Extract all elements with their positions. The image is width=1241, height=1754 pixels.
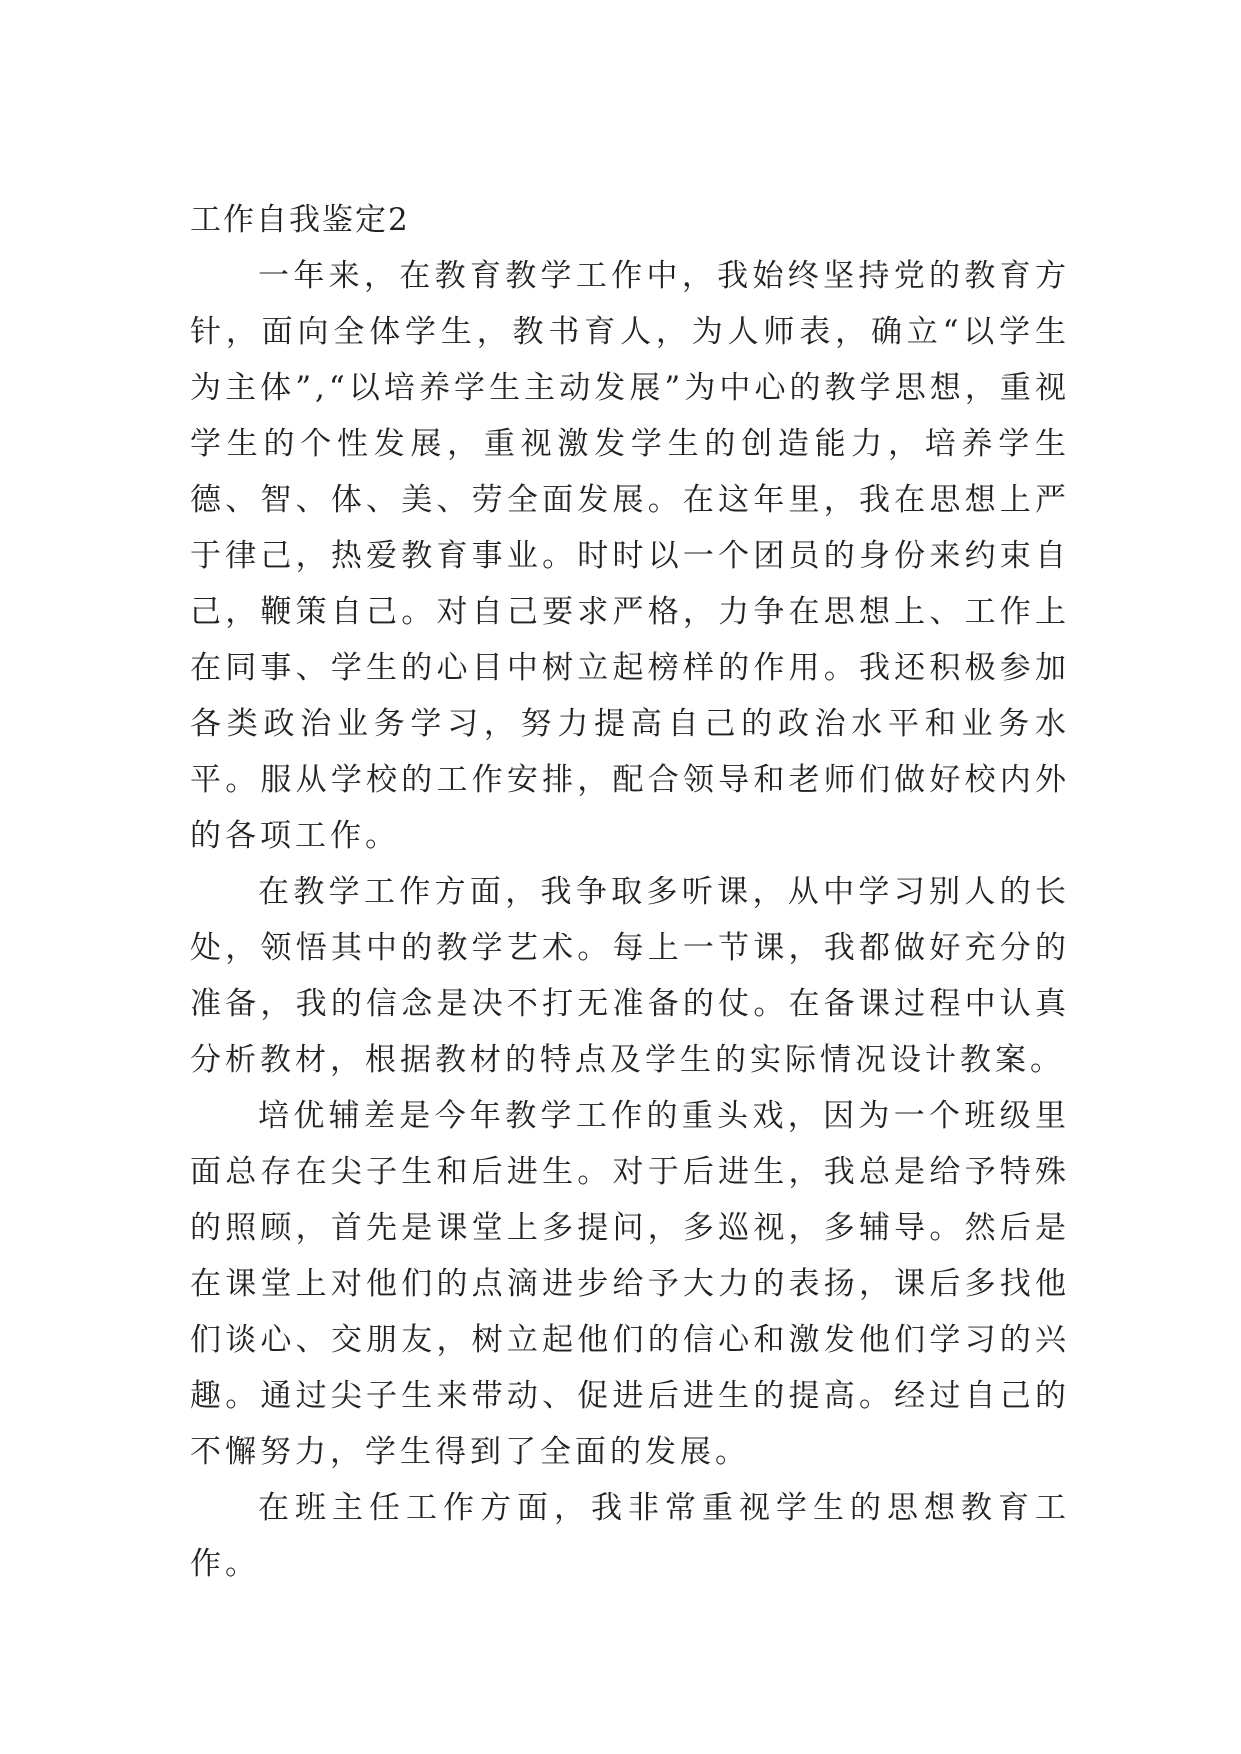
document-title: 工作自我鉴定2 [190, 202, 410, 238]
paragraph-teaching-work: 在教学工作方面，我争取多听课，从中学习别人的长处，领悟其中的教学艺术。每上一节课，我都做好充分的准备，我的信念是决不打无准备的仗。在备课过程中认真分析教材，根据教材的特点及学生的实际情况设计教案。 [190, 874, 1070, 1078]
paragraph-tutoring-students: 培优辅差是今年教学工作的重头戏，因为一个班级里面总存在尖子生和后进生。对于后进生，我总是给予特殊的照顾，首先是课堂上多提问，多巡视，多辅导。然后是在课堂上对他们的点滴进步给予大力的表扬，课后多找他们谈心、交朋友，树立起他们的信心和激发他们学习的兴趣。通过尖子生来带动、促进后进生的提高。经过自己的不懈努力，学生得到了全面的发展。 [190, 1098, 1070, 1470]
document-body [190, 192, 1070, 1592]
paragraph-class-teacher-work: 在班主任工作方面，我非常重视学生的思想教育工作。 [190, 1490, 1070, 1582]
paragraph-self-assessment: 一年来，在教育教学工作中，我始终坚持党的教育方针，面向全体学生，教书育人，为人师表，确立“以学生为主体”,“以培养学生主动发展”为中心的教学思想，重视学生的个性发展，重视激发学生的创造能力，培养学生德、智、体、美、劳全面发展。在这年里，我在思想上严于律己，热爱教育事业。时时以一个团员的身份来约束自己，鞭策自己。对自己要求严格，力争在思想上、工作上在同事、学生的心目中树立起榜样的作用。我还积极参加各类政治业务学习，努力提高自己的政治水平和业务水平。服从学校的工作安排，配合领导和老师们做好校内外的各项工作。 [190, 258, 1070, 854]
